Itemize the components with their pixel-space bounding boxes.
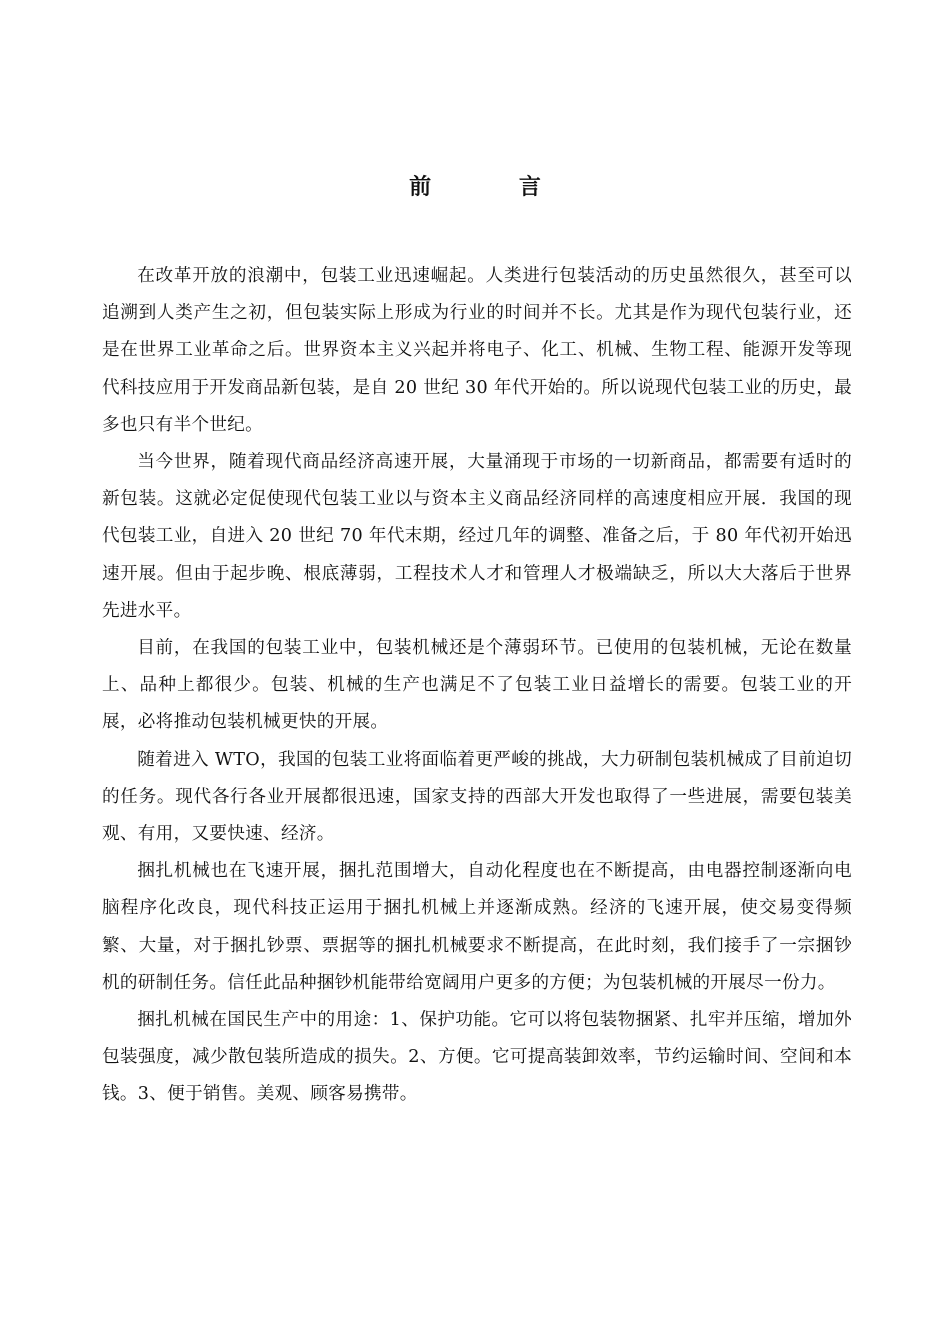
paragraph-6: 捆扎机械在国民生产中的用途：1、保护功能。它可以将包装物捆紧、扎牢并压缩，增加外包装强度，减少散包装所造成的损失。2、方便。它可提高装卸效率，节约运输时间、空间和本钱。3、便于销售。美观、顾客易携带。 — [102, 1010, 852, 1105]
paragraph-2: 当今世界，随着现代商品经济高速开展，大量涌现于市场的一切新商品，都需要有适时的新包装。这就必定促使现代包装工业以与资本主义商品经济同样的高速度相应开展．我国的现代包装工业，自进入 20 世纪 70 年代末期，经过几年的调整、准备之后，于 80 年代初开始迅速开展。但由于起步晚、根底薄弱，工程技术人才和管理人才极端缺乏，所以大大落后于世界先进水平。 — [102, 452, 852, 621]
paragraph-4: 随着进入 WTO，我国的包装工业将面临着更严峻的挑战，大力研制包装机械成了目前迫切的任务。现代各行各业开展都很迅速，国家支持的西部大开发也取得了一些进展，需要包装美观、有用，又要快速、经济。 — [102, 749, 852, 845]
paragraph-3: 目前，在我国的包装工业中，包装机械还是个薄弱环节。已使用的包装机械，无论在数量上、品种上都很少。包装、机械的生产也满足不了包装工业日益增长的需要。包装工业的开展，必将推动包装机械更快的开展。 — [102, 638, 852, 733]
paragraph-1: 在改革开放的浪潮中，包装工业迅速崛起。人类进行包装活动的历史虽然很久，甚至可以追溯到人类产生之初，但包装实际上形成为行业的时间并不长。尤其是作为现代包装行业，还是在世界工业革命之后。世界资本主义兴起并将电子、化工、机械、生物工程、能源开发等现代科技应用于开发商品新包装，是自 20 世纪 30 年代开始的。所以说现代包装工业的历史，最多也只有半个世纪。 — [102, 266, 852, 435]
paragraph-5: 捆扎机械也在飞速开展，捆扎范围增大，自动化程度也在不断提高，由电器控制逐渐向电脑程序化改良，现代科技正运用于捆扎机械上并逐渐成熟。经济的飞速开展，使交易变得频繁、大量，对于捆扎钞票、票据等的捆扎机械要求不断提高，在此时刻，我们接手了一宗捆钞机的研制任务。信任此品种捆钞机能带给宽阔用户更多的方便；为包装机械的开展尽一份力。 — [102, 861, 852, 993]
document-body — [102, 258, 852, 1114]
page-title: 前 言 — [409, 175, 581, 200]
